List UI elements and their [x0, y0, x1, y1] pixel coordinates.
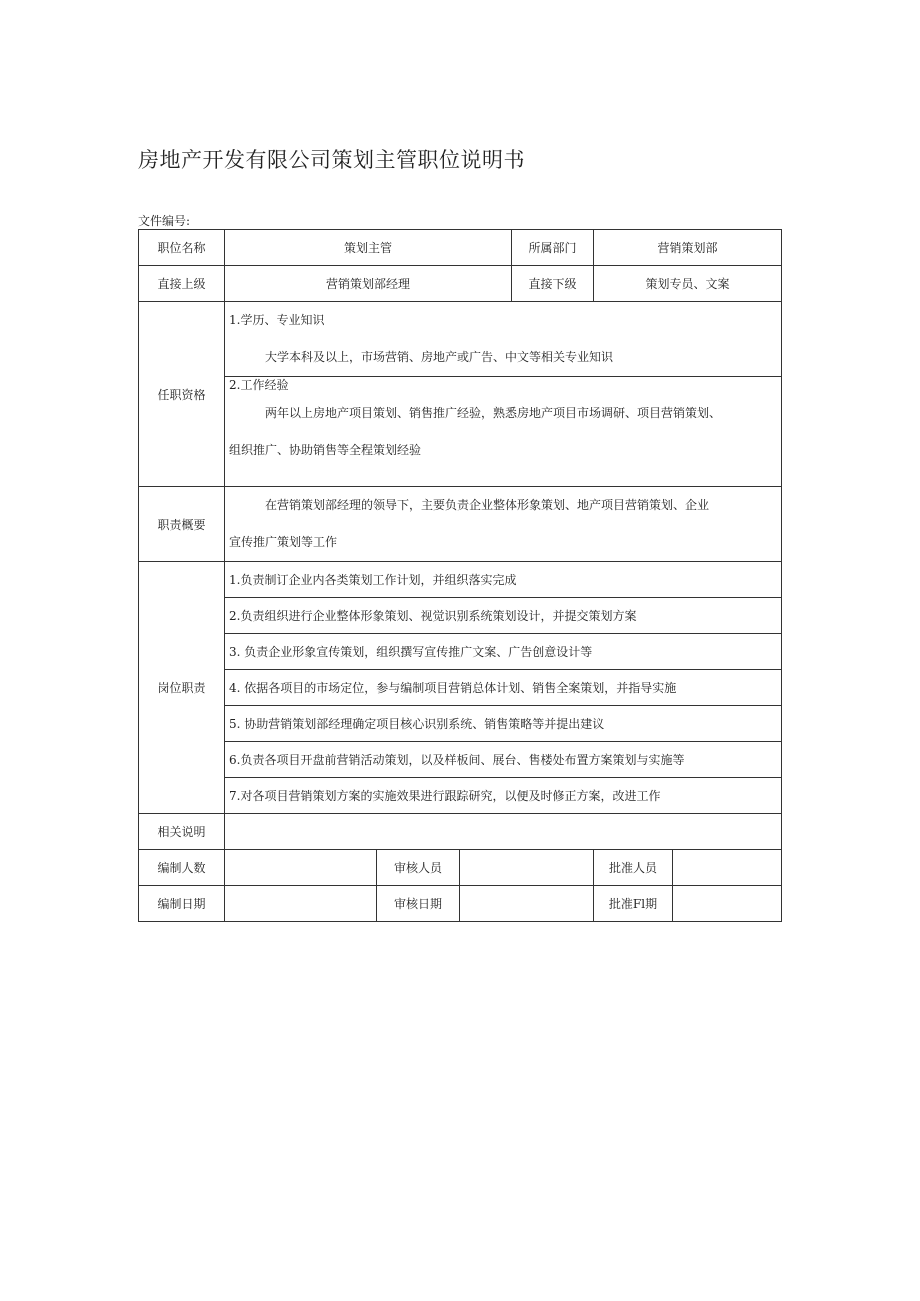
document-number-label: 文件编号:: [138, 214, 191, 228]
approver-label: 批准人员: [594, 850, 673, 886]
qualification-experience-text-a: 两年以上房地产项目策划、销售推广经验，熟悉房地产项目市场调研、项目营销策划、: [265, 406, 722, 420]
superior-value: 营销策划部经理: [225, 266, 512, 302]
approval-date-value: [673, 886, 782, 922]
approver-value: [673, 850, 782, 886]
table-row-signoff-dates: [139, 886, 782, 922]
summary-label: 职责概要: [139, 487, 225, 562]
duty-item: 2.负责组织进行企业整体形象策划、视觉识别系统策划设计，并提交策划方案: [225, 598, 782, 634]
summary-text-b: 宣传推广策划等工作: [229, 535, 338, 549]
department-value: 营销策划部: [594, 230, 782, 266]
position-name-value: 策划主管: [225, 230, 512, 266]
table-row-duty: [139, 778, 782, 814]
summary-text-a: 在营销策划部经理的领导下，主要负责企业整体形象策划、地产项目营销策划、企业: [265, 498, 710, 512]
position-name-label: 职位名称: [139, 230, 225, 266]
review-date-label: 审核日期: [377, 886, 460, 922]
table-row-duty: [139, 634, 782, 670]
prepared-date-label: 编制日期: [139, 886, 225, 922]
document-title: 房地产开发有限公司策划主管职位说明书: [138, 148, 525, 172]
qualification-experience-title: 2.工作经验: [229, 378, 289, 392]
subordinate-label: 直接下级: [512, 266, 594, 302]
reviewer-label: 审核人员: [377, 850, 460, 886]
table-row-summary: [139, 487, 782, 562]
summary-text: [225, 487, 782, 562]
table-row-duty: [139, 670, 782, 706]
table-row-qualification-1: [139, 302, 782, 377]
table-row-reporting: [139, 266, 782, 302]
duty-item: 4. 依据各项目的市场定位，参与编制项目营销总体计划、销售全案策划，并指导实施: [225, 670, 782, 706]
table-row-duty: [139, 742, 782, 778]
qualification-education: [225, 302, 782, 377]
duties-label: 岗位职责: [139, 562, 225, 814]
prepared-date-value: [225, 886, 377, 922]
table-row-duty: [139, 562, 782, 598]
duty-item: 3. 负责企业形象宣传策划，组织撰写宣传推广文案、广告创意设计等: [225, 634, 782, 670]
review-date-value: [460, 886, 594, 922]
notes-label: 相关说明: [139, 814, 225, 850]
table-row-duty: [139, 598, 782, 634]
approval-date-label: 批准Fl期: [594, 886, 673, 922]
prepared-count-label: 编制人数: [139, 850, 225, 886]
subordinate-value: 策划专员、文案: [594, 266, 782, 302]
duty-item: 7.对各项目营销策划方案的实施效果进行跟踪研究，以便及时修正方案，改进工作: [225, 778, 782, 814]
reviewer-value: [460, 850, 594, 886]
notes-value: [225, 814, 782, 850]
superior-label: 直接上级: [139, 266, 225, 302]
prepared-count-value: [225, 850, 377, 886]
duty-item: 5. 协助营销策划部经理确定项目核心识别系统、销售策略等并提出建议: [225, 706, 782, 742]
duty-item: 6.负责各项目开盘前营销活动策划，以及样板间、展台、售楼处布置方案策划与实施等: [225, 742, 782, 778]
qualification-education-text: 大学本科及以上，市场营销、房地产或广告、中文等相关专业知识: [265, 350, 614, 364]
table-row-qualification-2: [139, 377, 782, 487]
table-row-notes: [139, 814, 782, 850]
duty-item: 1.负责制订企业内各类策划工作计划，并组织落实完成: [225, 562, 782, 598]
qualification-experience: [225, 377, 782, 487]
table-row-signoff-people: [139, 850, 782, 886]
qualifications-label: 任职资格: [139, 302, 225, 487]
qualification-experience-text-b: 组织推广、协助销售等全程策划经验: [229, 443, 422, 457]
table-row-duty: [139, 706, 782, 742]
table-row-position: [139, 230, 782, 266]
job-description-table: [138, 229, 782, 922]
department-label: 所属部门: [512, 230, 594, 266]
qualification-education-title: 1.学历、专业知识: [229, 313, 325, 327]
